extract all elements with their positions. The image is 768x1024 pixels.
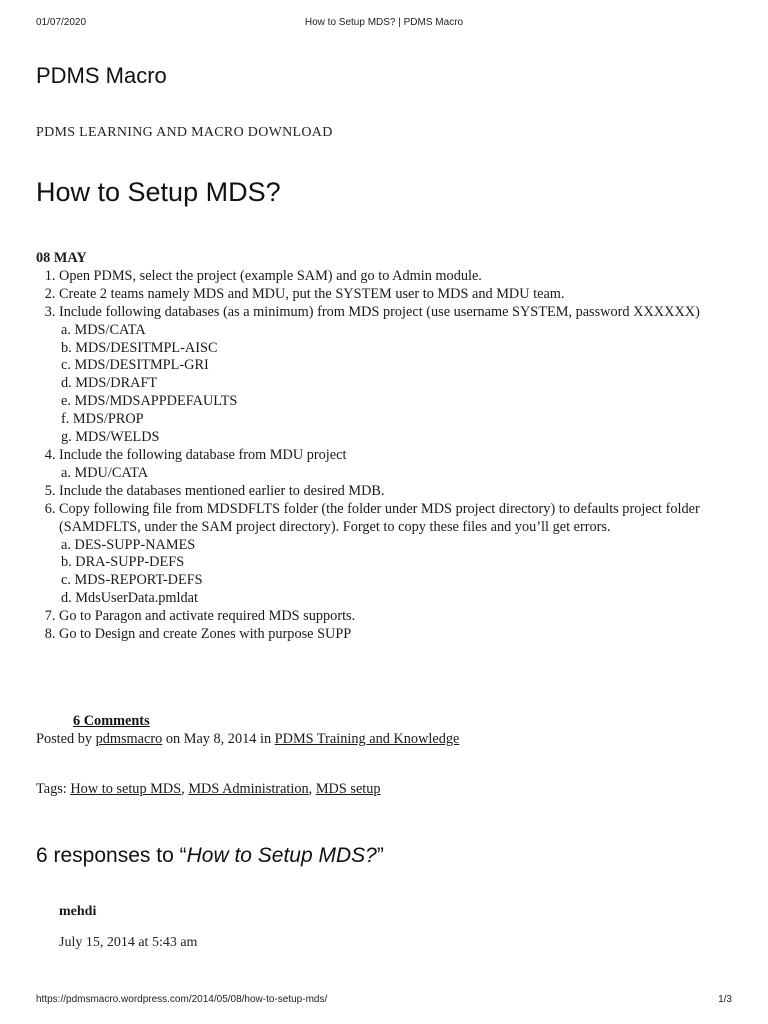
step-text: Include the following database from MDU project — [59, 446, 347, 463]
site-title[interactable]: PDMS Macro — [36, 63, 167, 88]
comment-date[interactable]: July 15, 2014 at 5:43 am — [59, 935, 198, 950]
sub-item: c. MDS/DESITMPL-GRI — [61, 357, 209, 374]
tag-link[interactable]: How to setup MDS — [70, 781, 182, 797]
step-item — [59, 483, 736, 501]
step-text: Open PDMS, select the project (example SAM) and go to Admin module. — [59, 267, 482, 284]
author-link[interactable]: pdmsmacro — [95, 731, 163, 747]
print-url: https://pdmsmacro.wordpress.com/2014/05/08/how-to-setup-mds/ — [36, 994, 328, 1005]
tag-link[interactable]: MDS setup — [315, 781, 381, 797]
sub-item: f. MDS/PROP — [61, 411, 144, 428]
step-text: Go to Paragon and activate required MDS supports. — [59, 608, 356, 625]
step-item — [59, 447, 736, 483]
print-date: 01/07/2020 — [36, 17, 87, 28]
sub-item: a. MDS/CATA — [61, 321, 146, 338]
category-link[interactable]: PDMS Training and Knowledge — [274, 731, 460, 747]
sub-list — [59, 465, 736, 483]
print-header — [36, 17, 732, 31]
post-tags: Tags: How to setup MDS, MDS Administration, MDS setup — [36, 781, 381, 797]
tag-link[interactable]: MDS Administration — [188, 781, 309, 797]
step-text: Copy following file from MDSDFLTS folder (the folder under MDS project directory) to defaults project folder (SAMDFLTS, under the SAM project directory). Forget to copy these files and you’ll get errors. — [59, 500, 700, 535]
comment-author: mehdi — [59, 904, 97, 919]
print-footer — [36, 994, 732, 1008]
posted-on-text: on May 8, 2014 in — [162, 731, 275, 747]
responses-prefix: 6 responses to “ — [36, 844, 187, 867]
print-page-title: How to Setup MDS? | PDMS Macro — [304, 17, 464, 28]
step-text: Include the databases mentioned earlier to desired MDB. — [59, 482, 385, 499]
sub-item: b. DRA-SUPP-DEFS — [61, 554, 185, 571]
post-title: How to Setup MDS? — [36, 177, 281, 207]
step-text: Include following databases (as a minimum) from MDS project (use username SYSTEM, password XXXXXX) — [59, 303, 700, 320]
sub-item: d. MdsUserData.pmldat — [61, 590, 198, 607]
step-item — [59, 268, 736, 286]
post-content — [36, 250, 736, 644]
step-item — [59, 626, 736, 644]
sub-item: g. MDS/WELDS — [61, 429, 160, 446]
responses-post-title: How to Setup MDS? — [186, 844, 377, 867]
tags-label: Tags: — [36, 781, 71, 797]
sub-item: a. MDU/CATA — [61, 464, 149, 481]
print-page-number: 1/3 — [718, 994, 732, 1005]
responses-heading — [36, 844, 384, 868]
posted-by-label: Posted by — [36, 731, 96, 747]
step-item — [59, 608, 736, 626]
sub-item: d. MDS/DRAFT — [61, 375, 158, 392]
post-meta — [36, 731, 459, 748]
sub-item: c. MDS-REPORT-DEFS — [61, 572, 203, 589]
step-text: Create 2 teams namely MDS and MDU, put the SYSTEM user to MDS and MDU team. — [59, 285, 565, 302]
sub-list — [59, 537, 736, 609]
sub-item: a. DES-SUPP-NAMES — [61, 536, 196, 553]
step-item — [59, 304, 736, 447]
steps-list — [36, 268, 736, 644]
step-text: Go to Design and create Zones with purpose SUPP — [59, 626, 352, 643]
sub-item: e. MDS/MDSAPPDEFAULTS — [61, 393, 238, 410]
step-item — [59, 286, 736, 304]
sub-item: b. MDS/DESITMPL-AISC — [61, 339, 218, 356]
sub-list — [59, 322, 736, 447]
post-date: 08 MAY — [36, 250, 87, 266]
step-item — [59, 501, 736, 608]
responses-suffix: ” — [376, 844, 384, 867]
site-description: PDMS LEARNING AND MACRO DOWNLOAD — [36, 125, 333, 140]
comments-link[interactable]: 6 Comments — [73, 713, 150, 729]
